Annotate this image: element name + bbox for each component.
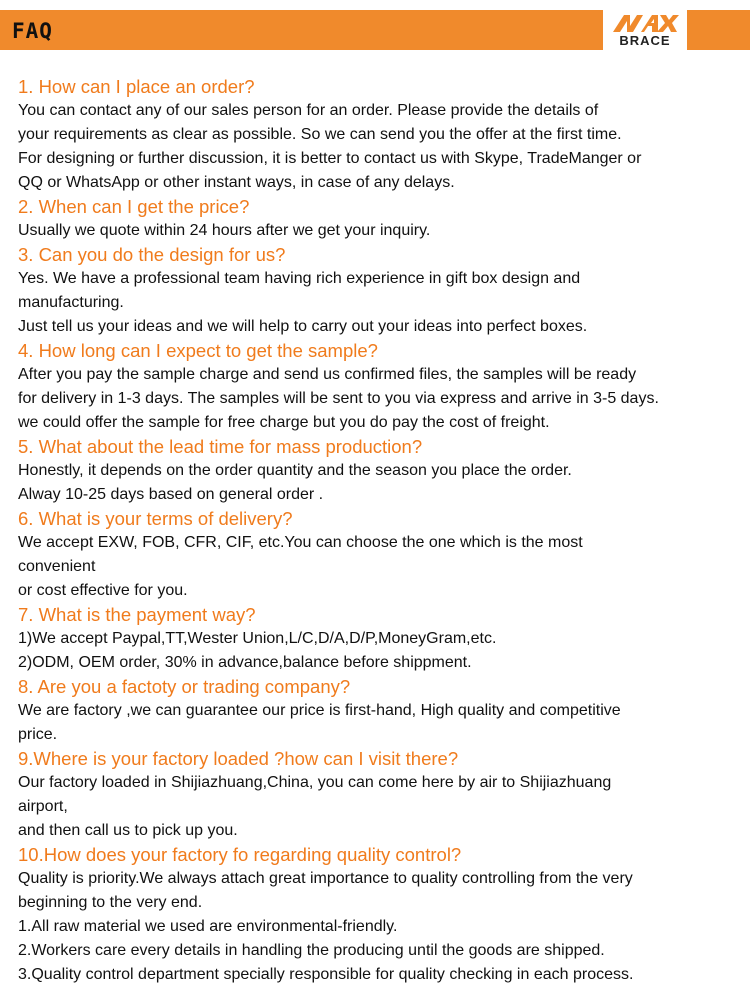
faq-answer-line: Alway 10-25 days based on general order .	[18, 486, 324, 503]
faq-question: 8. Are you a factoty or trading company?	[18, 676, 351, 697]
faq-item	[18, 195, 746, 243]
faq-header-bar	[0, 10, 750, 50]
faq-item	[18, 243, 746, 339]
logo-wordmark: BRACE	[619, 33, 671, 48]
faq-answer-line: Honestly, it depends on the order quantity and the season you place the order.	[18, 462, 572, 479]
faq-answer-line: 2)ODM, OEM order, 30% in advance,balance before shippment.	[18, 654, 472, 671]
faq-answer-line: 3.Quality control department specially responsible for quality checking in each process.	[18, 966, 634, 983]
faq-answer-line: beginning to the very end.	[18, 894, 203, 911]
faq-answer-line: convenient	[18, 558, 96, 575]
faq-question: 7. What is the payment way?	[18, 604, 256, 625]
faq-item	[18, 75, 746, 195]
faq-answer-line: For designing or further discussion, it is better to contact us with Skype, TradeManger or	[18, 150, 642, 167]
faq-answer-line: We are factory ,we can guarantee our price is first-hand, High quality and competitive	[18, 702, 621, 719]
faq-item	[18, 747, 746, 843]
faq-question: 2. When can I get the price?	[18, 196, 250, 217]
faq-question: 6. What is your terms of delivery?	[18, 508, 293, 529]
faq-list	[18, 75, 746, 987]
faq-answer-line: 1)We accept Paypal,TT,Wester Union,L/C,D/A,D/P,MoneyGram,etc.	[18, 630, 497, 647]
faq-answer-line: price.	[18, 726, 58, 743]
faq-answer-line: Yes. We have a professional team having rich experience in gift box design and	[18, 270, 581, 287]
faq-question: 3. Can you do the design for us?	[18, 244, 286, 265]
faq-item	[18, 507, 746, 603]
faq-answer-line: Just tell us your ideas and we will help to carry out your ideas into perfect boxes.	[18, 318, 588, 335]
faq-answer-line: we could offer the sample for free charge but you do pay the cost of freight.	[18, 414, 550, 431]
page-title: FAQ	[12, 19, 53, 43]
faq-item	[18, 843, 746, 987]
faq-question: 5. What about the lead time for mass production?	[18, 436, 423, 457]
faq-answer-line: Quality is priority.We always attach great importance to quality controlling from the very	[18, 870, 633, 887]
faq-answer-line: You can contact any of our sales person for an order. Please provide the details of	[18, 102, 599, 119]
faq-answer-line: QQ or WhatsApp or other instant ways, in case of any delays.	[18, 174, 455, 191]
logo-mark-icon	[611, 12, 679, 34]
faq-answer-line: manufacturing.	[18, 294, 124, 311]
faq-item	[18, 339, 746, 435]
faq-answer-line: and then call us to pick up you.	[18, 822, 238, 839]
brand-logo	[603, 10, 687, 50]
faq-question: 9.Where is your factory loaded ?how can I visit there?	[18, 748, 459, 769]
faq-answer-line: We accept EXW, FOB, CFR, CIF, etc.You can choose the one which is the most	[18, 534, 583, 551]
faq-question: 1. How can I place an order?	[18, 76, 255, 97]
faq-question: 10.How does your factory fo regarding quality control?	[18, 844, 462, 865]
faq-answer-line: for delivery in 1-3 days. The samples will be sent to you via express and arrive in 3-5 days.	[18, 390, 659, 407]
faq-answer-line: Usually we quote within 24 hours after we get your inquiry.	[18, 222, 431, 239]
faq-answer-line: 2.Workers care every details in handling the producing until the goods are shipped.	[18, 942, 605, 959]
faq-answer-line: 1.All raw material we used are environmental-friendly.	[18, 918, 398, 935]
faq-item	[18, 675, 746, 747]
faq-answer-line: airport,	[18, 798, 68, 815]
faq-answer-line: After you pay the sample charge and send us confirmed files, the samples will be ready	[18, 366, 637, 383]
faq-item	[18, 435, 746, 507]
faq-answer-line: Our factory loaded in Shijiazhuang,China, you can come here by air to Shijiazhuang	[18, 774, 612, 791]
faq-answer-line: or cost effective for you.	[18, 582, 188, 599]
faq-question: 4. How long can I expect to get the sample?	[18, 340, 378, 361]
faq-answer-line: your requirements as clear as possible. So we can send you the offer at the first time.	[18, 126, 622, 143]
faq-item	[18, 603, 746, 675]
